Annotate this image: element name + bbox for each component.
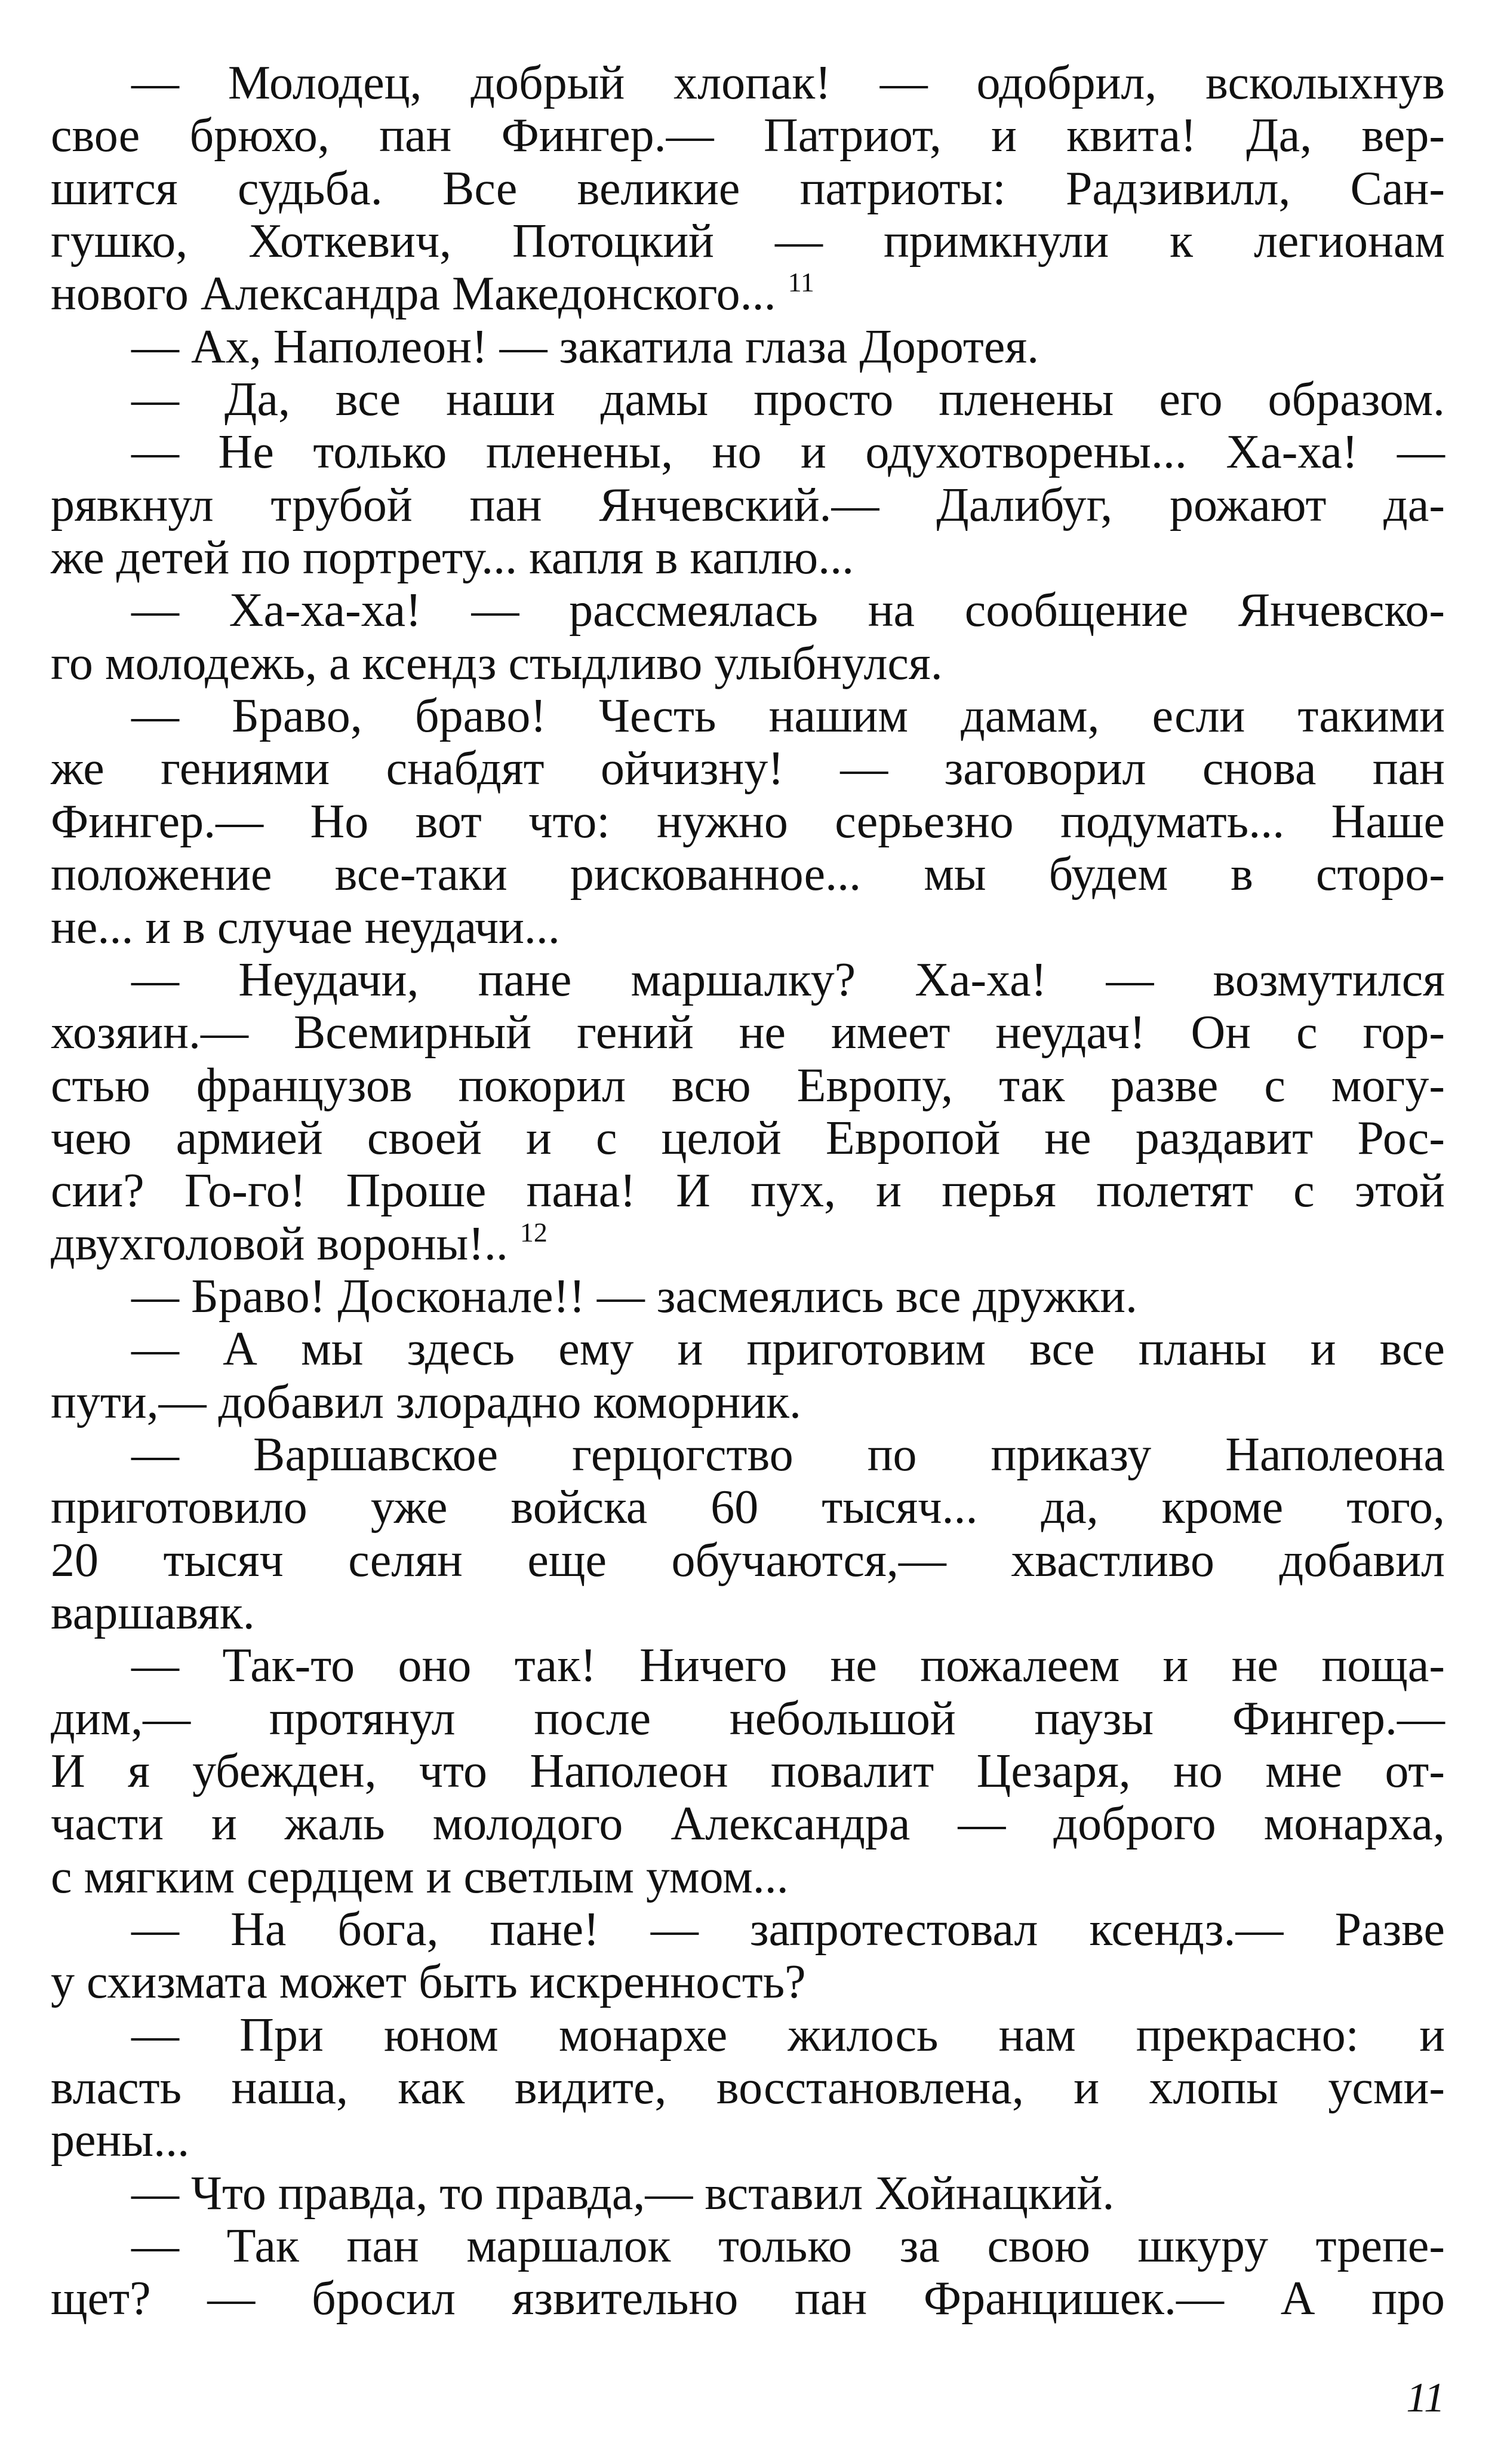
text-line [51,2061,1445,2114]
line-text: не... и в случае неудачи... [51,901,560,954]
line-text: — Ах, Наполеон! — закатила глаза Доротея. [131,320,1039,373]
line-text: — На бога, пане! — запротестовал ксендз.— Разве [131,1903,1445,1956]
text-line [51,2009,1445,2061]
text-line [51,215,1445,268]
line-text: пути,— добавил злорадно коморник. [51,1375,801,1428]
line-text: — А мы здесь ему и приготовим все планы и все [131,1323,1445,1376]
text-line [51,321,1445,373]
line-text: же гениями снабдят ойчизну! — заговорил снова пан [51,742,1445,795]
line-text: же детей по портрету... капля в каплю... [51,531,854,585]
line-text: щет? — бросил язвительно пан Францишек.— А про [51,2272,1445,2325]
line-text: рены... [51,2114,190,2167]
line-text: власть наша, как видите, восстановлена, и хлопы усми- [51,2061,1445,2115]
text-line [51,57,1445,109]
text-line [51,2167,1445,2220]
line-text: 20 тысяч селян еще обучаются,— хвастливо добавил [51,1534,1445,1587]
line-text: — Не только пленены, но и одухотворены... Ха-ха! — [131,426,1445,479]
text-line [51,2272,1445,2325]
text-line [51,690,1445,742]
line-text: гушко, Хоткевич, Потоцкий — примкнули к легионам [51,215,1445,268]
footnote-marker: 11 [788,267,814,298]
text-line [51,1956,1445,2008]
line-text: варшавяк. [51,1586,255,1639]
text-line [51,531,1445,584]
line-text: хозяин.— Всемирный гений не имеет неудач! Он с гор- [51,1006,1445,1059]
line-text: сии? Го-го! Проше пана! И пух, и перья полетят с этой [51,1165,1445,1218]
text-line [51,1534,1445,1587]
text-line [51,848,1445,901]
line-text: го молодежь, а ксендз стыдливо улыбнулся. [51,637,943,690]
line-text: стью французов покорил всю Европу, так разве с могу- [51,1059,1445,1112]
text-line [51,1851,1445,1903]
text-line [51,1059,1445,1112]
text-line [51,373,1445,426]
text-line [51,1006,1445,1059]
line-text: — Да, все наши дамы просто пленены его образом. [131,373,1445,426]
line-text: И я убежден, что Наполеон повалит Цезаря, но мне от- [51,1745,1445,1798]
footnote-marker: 12 [519,1216,548,1248]
line-text: с мягким сердцем и светлым умом... [51,1850,789,1903]
text-line [51,1270,1445,1323]
line-text: — Браво, браво! Честь нашим дамам, если такими [131,690,1445,743]
text-line [51,584,1445,637]
line-text: — Так пан маршалок только за свою шкуру трепе- [131,2220,1445,2273]
line-text: двухголовой вороны!.. [51,1217,508,1270]
text-line [51,1587,1445,1639]
text-line [51,1218,1445,1270]
line-text: части и жаль молодого Александра — доброго монарха, [51,1798,1445,1851]
line-text: — Неудачи, пане маршалку? Ха-ха! — возмутился [131,953,1445,1006]
text-line [51,1692,1445,1745]
line-text: свое брюхо, пан Фингер.— Патриот, и квита! Да, вер- [51,109,1445,162]
line-text: — Браво! Досконале!! — засмеялись все дружки. [131,1270,1138,1323]
text-line [51,795,1445,848]
line-text: — Ха-ха-ха! — рассмеялась на сообщение Янчевско- [131,584,1445,637]
text-line [51,426,1445,478]
text-line [51,742,1445,795]
text-line [51,2220,1445,2272]
line-text: рявкнул трубой пан Янчевский.— Далибуг, рожают да- [51,478,1445,531]
text-line [51,954,1445,1006]
line-text: у схизмата может быть искренность? [51,1956,806,2009]
line-text: Фингер.— Но вот что: нужно серьезно подумать... Наше [51,795,1445,848]
text-line [51,1376,1445,1428]
text-line [51,109,1445,162]
line-text: — Молодец, добрый хлопак! — одобрил, всколыхнув [131,57,1445,109]
text-line [51,162,1445,215]
line-text: — Что правда, то правда,— вставил Хойнацкий. [131,2167,1115,2220]
text-line [51,637,1445,690]
text-line [51,1165,1445,1217]
line-text: — При юном монархе жилось нам прекрасно: и [131,2008,1445,2061]
line-text: приготовило уже войска 60 тысяч... да, кроме того, [51,1481,1445,1534]
text-line [51,1428,1445,1481]
line-text: шится судьба. Все великие патриоты: Радзивилл, Сан- [51,162,1445,215]
text-line [51,901,1445,954]
text-line [51,479,1445,531]
text-line [51,1798,1445,1850]
text-line [51,1112,1445,1165]
text-line [51,1903,1445,1956]
line-text: положение все-таки рискованное... мы будем в сторо- [51,848,1445,901]
line-text: чею армией своей и с целой Европой не раздавит Рос- [51,1111,1445,1165]
page-number: 11 [1406,2375,1445,2421]
line-text: нового Александра Македонского... [51,268,776,321]
line-text: дим,— протянул после небольшой паузы Фингер.— [51,1692,1445,1745]
text-line [51,1481,1445,1534]
line-text: — Так-то оно так! Ничего не пожалеем и не поща- [131,1639,1445,1692]
text-line [51,1639,1445,1692]
text-line [51,1323,1445,1375]
line-text: — Варшавское герцогство по приказу Наполеона [131,1428,1445,1481]
text-line [51,2114,1445,2167]
text-line [51,1745,1445,1798]
text-line [51,268,1445,320]
page-text [51,57,1445,2410]
